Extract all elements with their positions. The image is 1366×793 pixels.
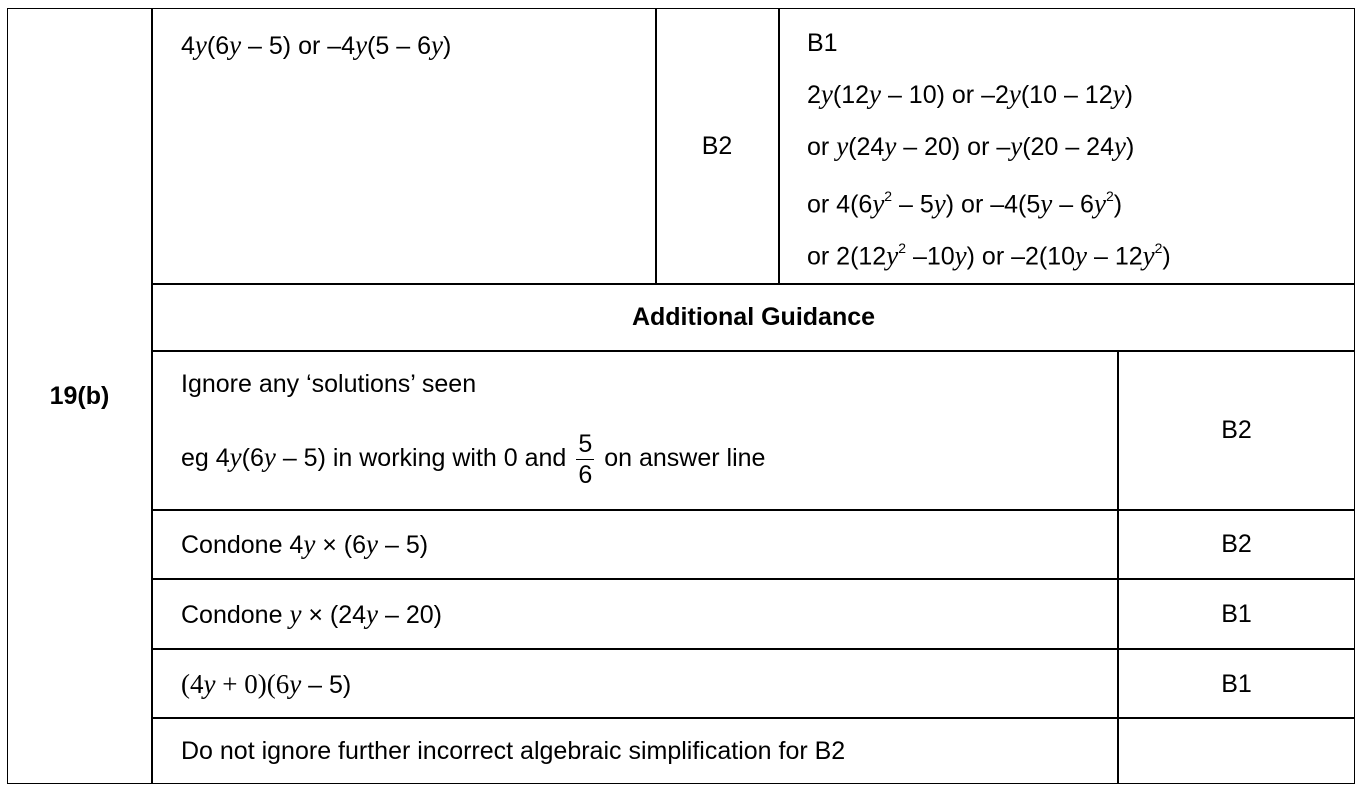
answer-text: 4y(6y – 5) or –4y(5 – 6y) [181,30,452,60]
guidance-mark: B2 [1221,530,1252,558]
guidance-mark: B1 [1221,670,1252,698]
guidance-mark: B1 [1221,600,1252,628]
comments-title: B1 [807,29,838,57]
divider [151,8,153,784]
comment-line: or $2(12y^2$ –10y) or $-2(10y - 12y^2)$ [807,240,1171,271]
fraction: $\frac{5}{6}$ [578,429,593,489]
divider [151,648,1355,650]
divider [151,578,1355,580]
guidance-header: Additional Guidance [631,303,876,331]
guidance-text: Condone 4y × (6y – 5) [181,529,429,559]
divider [151,283,1355,285]
guidance-mark: B2 [1221,416,1252,444]
comment-line: or y(24y – 20) or –y(20 – 24y) [807,131,1135,161]
divider [151,717,1355,719]
guidance-text: Ignore any ‘solutions’ seen [181,370,477,398]
comment-line: 2y(12y – 10) or –2y(10 – 12y) [807,79,1133,109]
guidance-text: Condone y × (24y – 20) [181,599,442,629]
guidance-text: (4y + 0)(6y – 5) [181,669,352,699]
question-number: 19(b) [49,382,110,410]
divider [151,509,1355,511]
guidance-text: eg 4y(6y – 5) in working with 0 and $\frac{5}{6}$ on answer line [181,429,766,489]
divider [778,8,780,284]
answer-mark: B2 [701,132,733,160]
divider [151,350,1355,352]
guidance-text: Do not ignore further incorrect algebraic simplification for B2 [181,737,846,765]
comment-line: or $4(6y^2 - 5y)$ or $-4(5y - 6y^2)$ [807,188,1123,219]
